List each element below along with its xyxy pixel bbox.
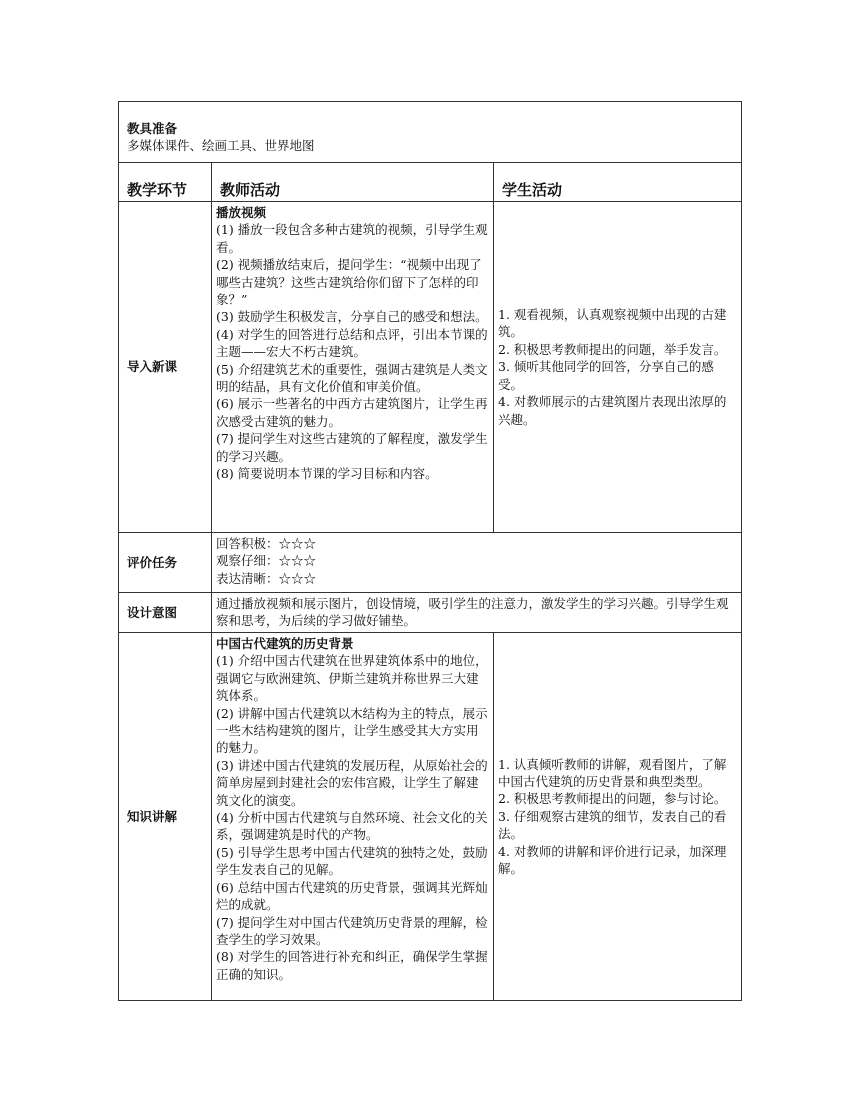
knowledge-teacher-item: (4) 分析中国古代建筑与自然环境、社会文化的关系，强调建筑是时代的产物。 [216,810,488,843]
header-stage: 教学环节 [119,163,212,202]
evaluation-item: 观察仔细：☆☆☆ [216,553,317,569]
knowledge-label: 知识讲解 [119,633,212,1001]
intro-teacher-item: (1) 播放一段包含多种古建筑的视频，引导学生观看。 [216,222,488,255]
knowledge-teacher-item: (1) 介绍中国古代建筑在世界建筑体系中的地位，强调它与欧洲建筑、伊斯兰建筑并称世界三大建筑体系。 [216,653,488,704]
header-row [119,163,742,202]
intro-student-item: 3. 倾听其他同学的回答，分享自己的感受。 [498,359,714,392]
intro-teacher-item: (6) 展示一些著名的中西方古建筑图片，让学生再次感受古建筑的魅力。 [216,396,488,429]
knowledge-student-cell [494,633,742,1001]
intro-teacher-item: (5) 介绍建筑艺术的重要性，强调古建筑是人类文明的结晶，具有文化价值和审美价值。 [216,361,488,395]
knowledge-student-item: 2. 积极思考教师提出的问题，参与讨论。 [498,791,727,807]
intro-teacher-item: (8) 简要说明本节课的学习目标和内容。 [216,466,438,482]
knowledge-teacher-item: (2) 讲解中国古代建筑以木结构为主的特点，展示一些木结构建筑的图片，让学生感受其大方实用的魅力。 [216,705,488,756]
knowledge-student-item: 1. 认真倾听教师的讲解，观看图片，了解中国古代建筑的历史背景和典型类型。 [498,756,727,789]
prep-row [119,102,742,163]
knowledge-row [119,633,742,1001]
intro-row [119,202,742,533]
intro-student-item: 1. 观看视频，认真观察视频中出现的古建筑。 [498,307,727,340]
knowledge-teacher-title: 中国古代建筑的历史背景 [216,636,354,651]
knowledge-teacher-item: (5) 引导学生思考中国古代建筑的独特之处，鼓励学生发表自己的见解。 [216,844,488,878]
evaluation-label: 评价任务 [119,533,212,593]
evaluation-item: 回答积极：☆☆☆ [216,536,317,551]
intro-teacher-item: (4) 对学生的回答进行总结和点评，引出本节课的主题——宏大不朽古建筑。 [216,326,488,360]
intro-label: 导入新课 [119,202,212,533]
design-row [119,593,742,633]
evaluation-item: 表达清晰：☆☆☆ [216,570,317,586]
design-label: 设计意图 [119,593,212,633]
design-text: 通过播放视频和展示图片，创设情境，吸引学生的注意力，激发学生的学习兴趣。引导学生观察和思考，为后续的学习做好铺垫。 [212,593,742,633]
header-teacher: 教师活动 [212,163,494,202]
prep-title: 教具准备 [127,121,178,136]
intro-student-item: 2. 积极思考教师提出的问题，举手发言。 [498,341,727,357]
intro-teacher-item: (3) 鼓励学生积极发言，分享自己的感受和想法。 [216,309,488,325]
intro-student-item: 4. 对教师展示的古建筑图片表现出浓厚的兴趣。 [498,394,727,427]
intro-teacher-item: (2) 视频播放结束后，提问学生：“视频中出现了哪些古建筑？这些古建筑给你们留下了怎样的印象？” [216,257,482,308]
evaluation-row [119,533,742,593]
header-student: 学生活动 [494,163,742,202]
prep-cell [119,102,742,163]
intro-teacher-cell [212,202,494,533]
intro-teacher-item: (7) 提问学生对这些古建筑的了解程度，激发学生的学习兴趣。 [216,431,488,464]
knowledge-teacher-item: (7) 提问学生对中国古代建筑历史背景的理解，检查学生的学习效果。 [216,914,488,947]
knowledge-teacher-item: (3) 讲述中国古代建筑的发展历程，从原始社会的简单房屋到封建社会的宏伟宫殿，让学生了解建筑文化的演变。 [216,757,488,808]
intro-teacher-title: 播放视频 [216,205,267,220]
prep-body: 多媒体课件、绘画工具、世界地图 [127,138,315,154]
knowledge-teacher-item: (6) 总结中国古代建筑的历史背景，强调其光辉灿烂的成就。 [216,879,488,913]
lesson-plan-table [118,101,742,1001]
knowledge-student-item: 3. 仔细观察古建筑的细节，发表自己的看法。 [498,808,727,842]
intro-student-cell [494,202,742,533]
lesson-plan-page [118,101,741,1001]
knowledge-teacher-cell [212,633,494,1001]
evaluation-cell [212,533,742,593]
knowledge-student-item: 4. 对教师的讲解和评价进行记录，加深理解。 [498,843,727,877]
knowledge-teacher-item: (8) 对学生的回答进行补充和纠正，确保学生掌握正确的知识。 [216,949,488,982]
